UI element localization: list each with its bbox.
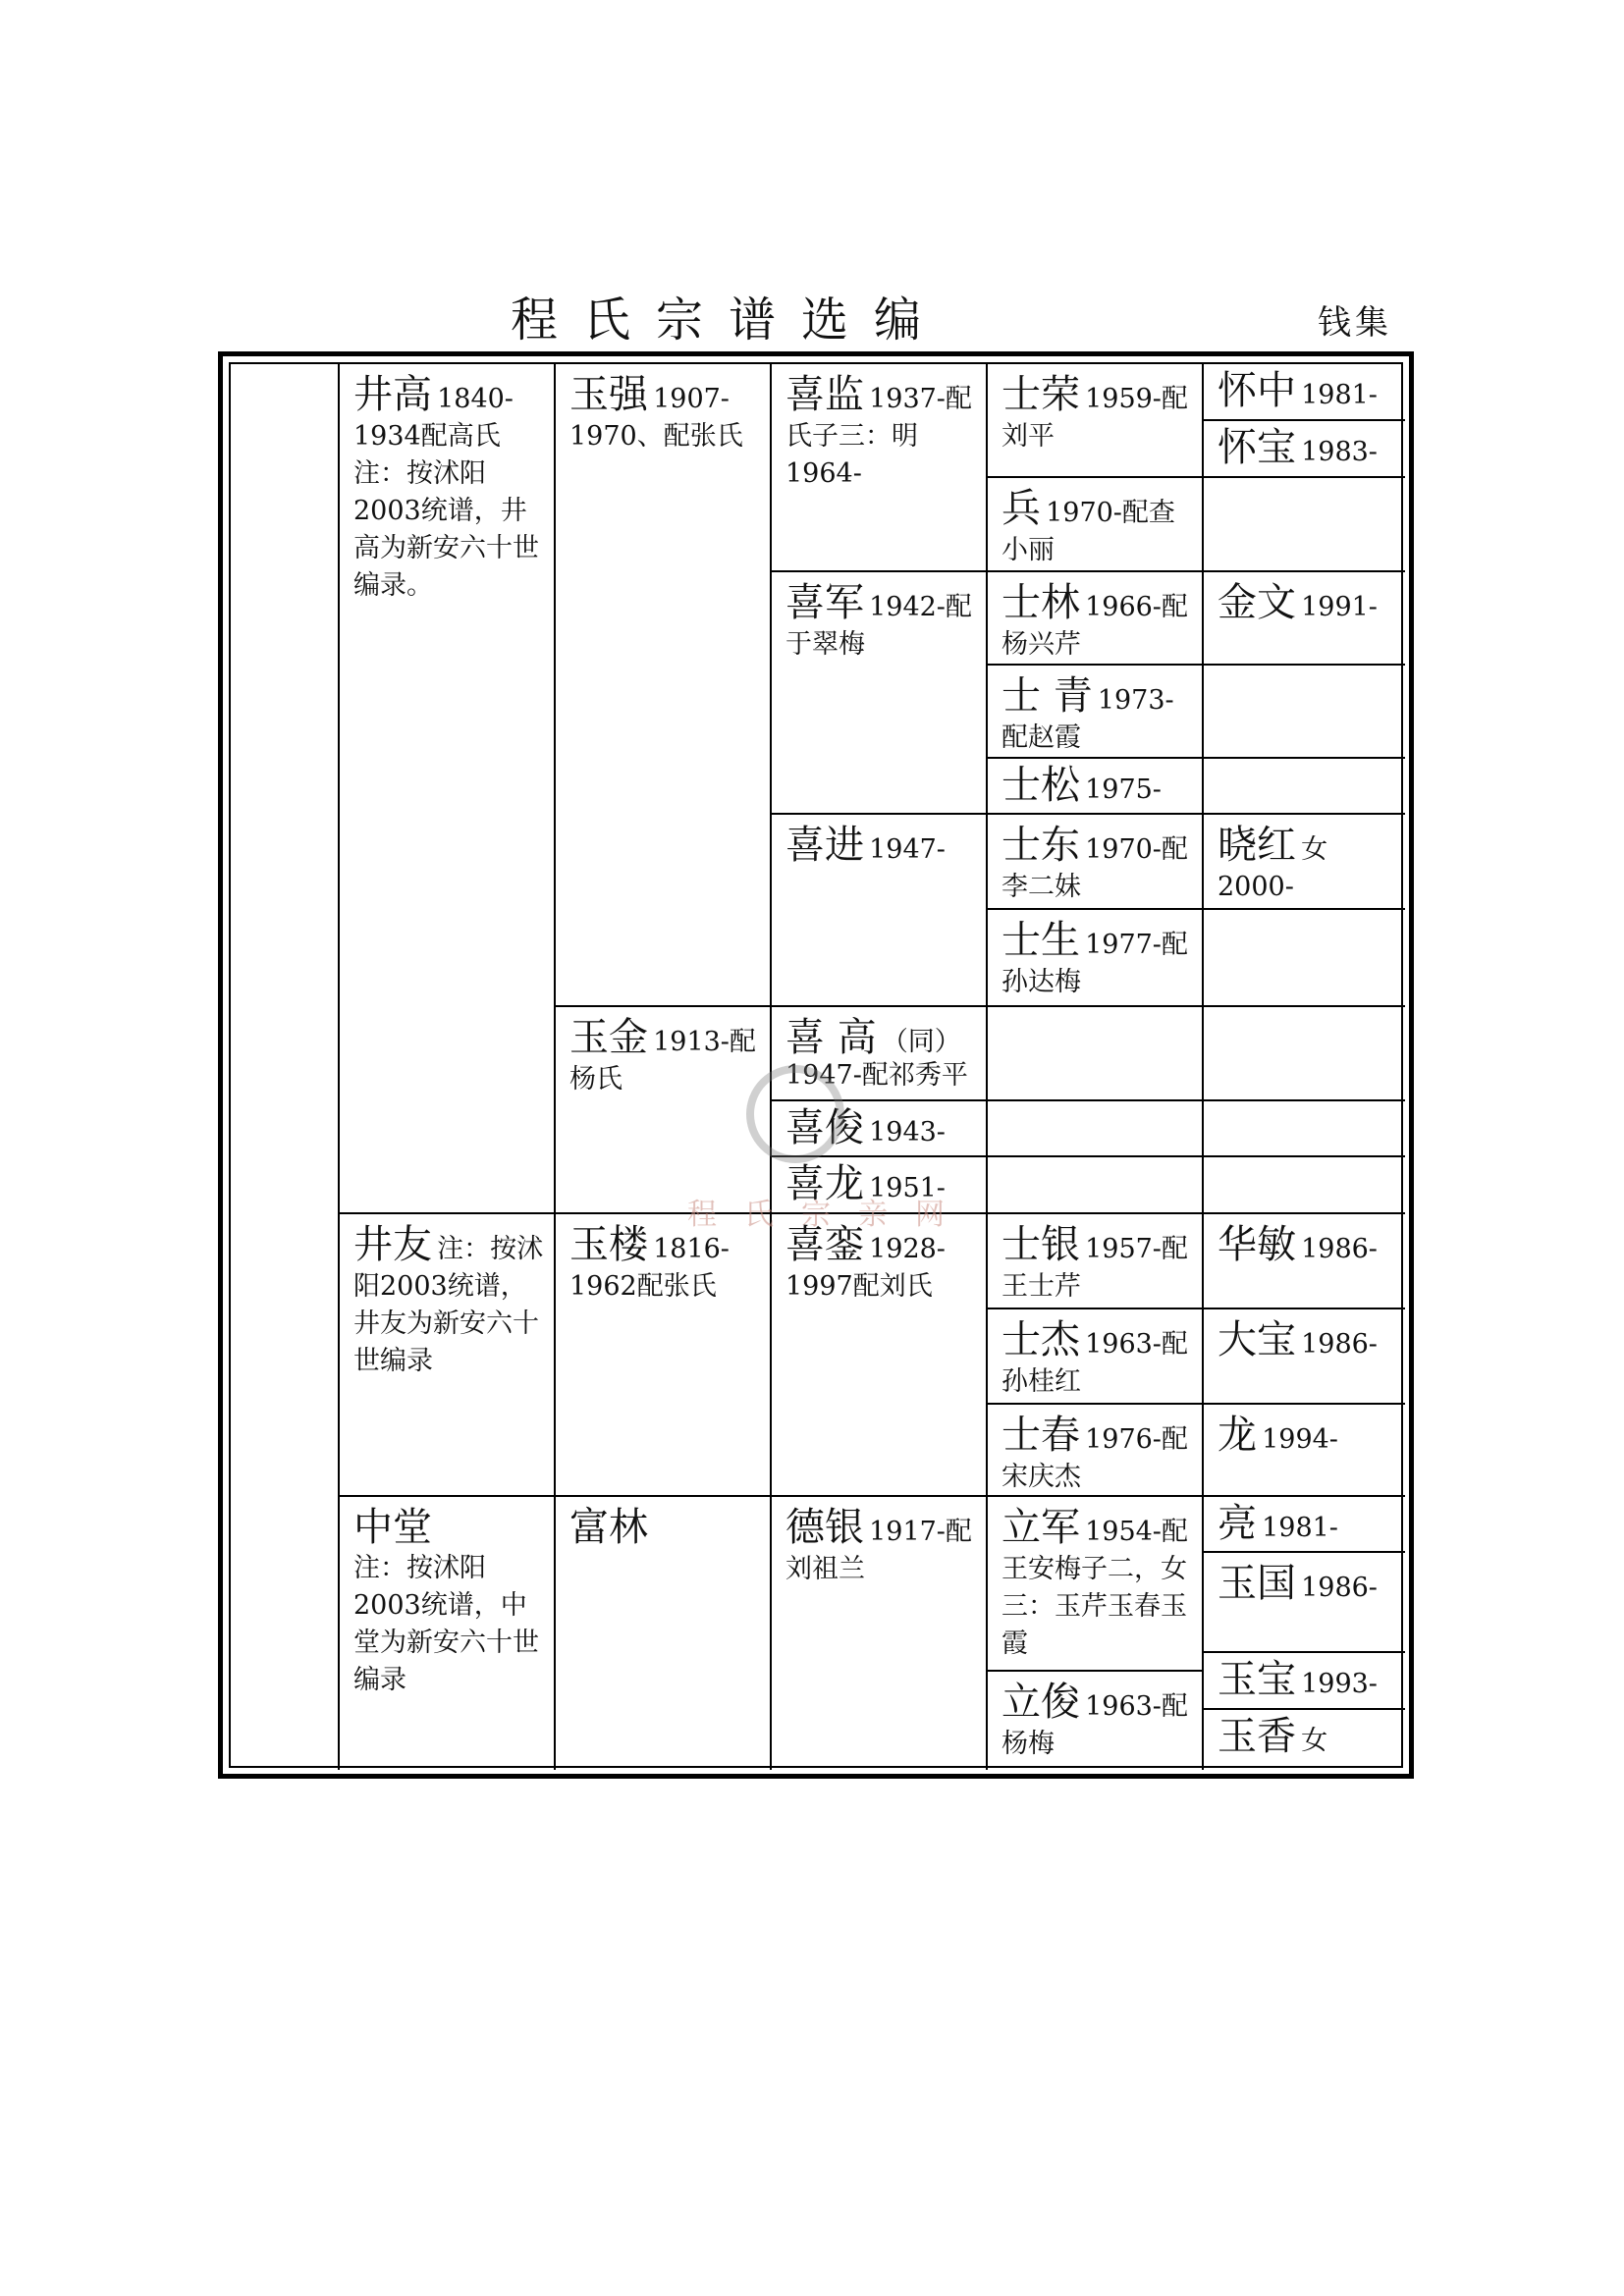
person-name: 立军 (1001, 1505, 1080, 1550)
person-info: 1942-配于翠梅 (785, 592, 972, 660)
person-name: 华敏 (1218, 1222, 1296, 1267)
person-name: 士 青 (1001, 673, 1093, 719)
entry-shirong (988, 364, 1202, 476)
entry-shiqing (988, 666, 1202, 757)
person-info: 1986- (1301, 1329, 1378, 1360)
person-info: 1963-配孙桂红 (1001, 1329, 1188, 1397)
person-name: 兵 (1001, 486, 1041, 531)
person-info: 1966-配杨兴芹 (1001, 592, 1188, 660)
person-info: 1917-配刘祖兰 (785, 1517, 972, 1584)
entry-xijin (772, 815, 986, 1005)
person-name: 士松 (1001, 763, 1080, 808)
person-info: 1981- (1301, 380, 1378, 410)
entry-huaizhong (1204, 364, 1405, 419)
person-name: 喜銮 (785, 1222, 864, 1267)
person-name: 喜军 (785, 580, 864, 625)
person-name: 士荣 (1001, 372, 1080, 417)
person-name: 晓红 (1218, 823, 1296, 868)
entry-yujin (556, 1007, 770, 1212)
entry-deyin (772, 1497, 986, 1770)
entry-shilin (988, 572, 1202, 664)
row-line (1202, 664, 1405, 666)
person-info: 1816-1962配张氏 (569, 1234, 730, 1302)
person-name: 士生 (1001, 918, 1080, 963)
person-name: 金文 (1218, 580, 1296, 625)
watermark-text: 程氏宗亲网 (687, 1198, 972, 1232)
person-name: 喜龙 (785, 1161, 864, 1206)
entry-dabao (1204, 1309, 1405, 1403)
person-note: 注：按沭阳2003统谱，井友为新安六十世编录 (353, 1234, 544, 1376)
person-name: 怀中 (1218, 368, 1296, 413)
entry-jinggao (340, 364, 554, 1212)
entry-huaibao (1204, 421, 1405, 476)
person-name: 士东 (1001, 823, 1080, 868)
page-title: 程氏宗谱选编 (511, 293, 947, 347)
watermark-seal-icon (746, 1065, 844, 1163)
entry-zhongtang (340, 1497, 554, 1770)
person-info: 1976-配宋庆杰 (1001, 1424, 1188, 1492)
person-name: 亮 (1218, 1501, 1257, 1546)
person-name: 玉强 (569, 372, 648, 417)
entry-yuqiang (556, 364, 770, 1005)
row-line (1202, 1099, 1405, 1101)
person-name: 喜监 (785, 372, 864, 417)
entry-shiyin (988, 1214, 1202, 1308)
row-line (1202, 1155, 1405, 1157)
person-info: 1975- (1085, 774, 1162, 805)
entry-xijian (772, 364, 999, 570)
person-info: 1986- (1301, 1573, 1378, 1603)
entry-jingyou (340, 1214, 554, 1495)
entry-liang (1204, 1497, 1405, 1551)
person-name: 玉宝 (1218, 1657, 1296, 1702)
entry-xiaohong (1204, 815, 1405, 908)
person-info: 1954-配王安梅子二，女三：玉芹玉春玉霞 (1001, 1517, 1188, 1659)
person-info: 1907-1970、配张氏 (569, 384, 743, 452)
entry-lijun2 (988, 1672, 1202, 1770)
page-tag: 钱集 (1318, 303, 1392, 343)
row-line (986, 1099, 1202, 1101)
entry-shidong (988, 815, 1202, 908)
person-name: 玉国 (1218, 1561, 1296, 1606)
entry-shisong (988, 759, 1202, 813)
person-name: 立俊 (1001, 1680, 1080, 1725)
entry-long (1204, 1405, 1405, 1495)
person-name: 喜 高 (785, 1015, 877, 1060)
person-info: 1963-配杨梅 (1001, 1691, 1188, 1759)
row-line (986, 1005, 1202, 1007)
person-name: 龙 (1218, 1413, 1257, 1458)
person-suffix: 女 (1301, 834, 1328, 865)
entry-huamin (1204, 1214, 1405, 1308)
entry-fulin (556, 1497, 770, 1770)
person-name: 井高 (353, 372, 432, 417)
entry-xijun (772, 572, 986, 813)
person-name: 德银 (785, 1505, 864, 1550)
person-name: 士杰 (1001, 1317, 1080, 1362)
row-line (1202, 908, 1405, 910)
person-info: 1947- (869, 834, 946, 865)
person-info: 1977-配孙达梅 (1001, 930, 1188, 997)
row-line (1202, 1005, 1405, 1007)
person-info: 1928-1997配刘氏 (785, 1234, 946, 1302)
person-note: 注：按沭阳2003统谱，中堂为新安六十世编录 (353, 1553, 539, 1695)
person-info: 1994- (1262, 1424, 1338, 1455)
person-name: 玉金 (569, 1015, 648, 1060)
person-name: 士林 (1001, 580, 1080, 625)
person-name: 玉楼 (569, 1222, 648, 1267)
entry-shijie (988, 1309, 1202, 1403)
person-info: 1993- (1301, 1669, 1378, 1699)
entry-shisheng (988, 910, 1202, 1005)
person-name: 喜俊 (785, 1105, 864, 1150)
person-info: 1957-配王士芹 (1001, 1234, 1188, 1302)
person-info: 2000- (1218, 872, 1294, 902)
entry-yuguo (1204, 1553, 1405, 1651)
person-info: 1973-配赵霞 (1001, 685, 1174, 753)
entry-yuxiang (1204, 1710, 1405, 1770)
row-line (1202, 757, 1405, 759)
person-suffix: 女 (1301, 1726, 1328, 1756)
row-line (1202, 476, 1405, 478)
person-info: 1983- (1301, 437, 1378, 467)
person-info: 1913-配杨氏 (569, 1027, 756, 1095)
person-info: 1981- (1262, 1513, 1338, 1543)
genealogy-frame (218, 351, 1414, 1779)
person-info: 1970-配查小丽 (1001, 498, 1175, 565)
entry-shichun (988, 1405, 1202, 1495)
person-info: 1970-配李二妹 (1001, 834, 1188, 902)
genealogy-table (229, 362, 1403, 1768)
person-name: 井友 (353, 1222, 432, 1267)
person-name: 怀宝 (1218, 425, 1296, 470)
person-info: 1959-配刘平 (1001, 384, 1188, 452)
person-suffix: （同） (881, 1027, 961, 1057)
person-name: 玉香 (1218, 1714, 1296, 1759)
person-name: 士银 (1001, 1222, 1080, 1267)
person-info: 1947-配祁秀平 (785, 1060, 968, 1091)
person-name: 大宝 (1218, 1317, 1296, 1362)
person-name: 喜进 (785, 823, 864, 868)
entry-xiluan (772, 1214, 986, 1495)
person-info: 1943- (869, 1117, 946, 1148)
person-info: 1991- (1301, 592, 1378, 622)
person-name: 富林 (569, 1505, 648, 1550)
person-name: 士春 (1001, 1413, 1080, 1458)
entry-bing (988, 478, 1202, 570)
person-name: 中堂 (353, 1505, 432, 1550)
entry-jinwen (1204, 572, 1405, 664)
row-line (986, 1155, 1202, 1157)
person-note: 1840-1934配高氏注：按沭阳2003统谱，井高为新安六十世编录。 (353, 384, 539, 601)
entry-lijun (988, 1497, 1202, 1670)
person-info: 1951- (869, 1173, 946, 1203)
person-info: 1986- (1301, 1234, 1378, 1264)
entry-yubao (1204, 1653, 1405, 1708)
person-info: 1937-配 氏子三：明1964- (785, 384, 999, 489)
entry-yulou (556, 1214, 770, 1495)
